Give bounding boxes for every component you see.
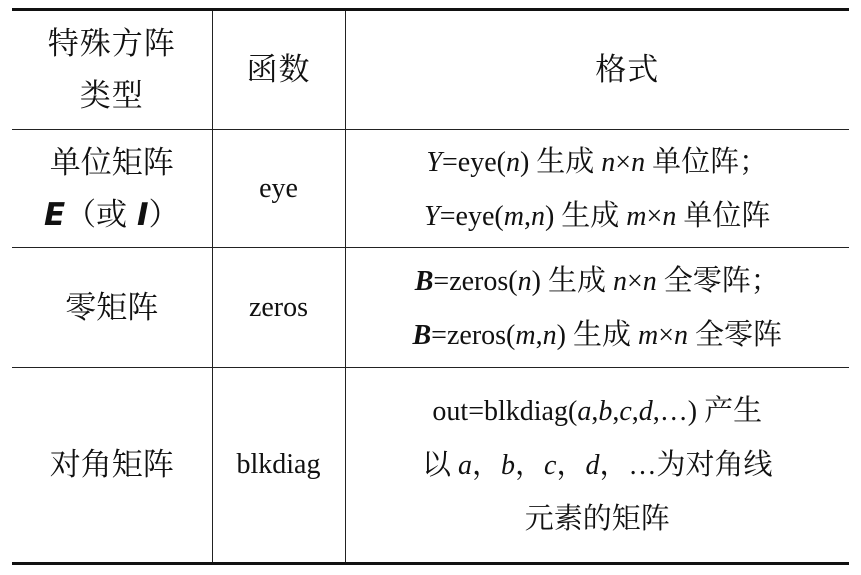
function-cell: zeros	[212, 248, 345, 368]
header-type	[12, 10, 212, 130]
type-cell: 零矩阵	[12, 248, 212, 368]
header-type-line-1: 特殊方阵	[47, 26, 176, 62]
function-cell: blkdiag	[212, 368, 345, 564]
header-function: 函数	[212, 10, 345, 130]
format-cell: out=blkdiag(a,b,c,d,…) 产生 以 a，b，c，d，…为对角线 元素的矩阵	[345, 368, 849, 564]
format-cell: Y=eye(n) 生成 n×n 单位阵； Y=eye(m,n) 生成 m×n 单位阵	[345, 130, 849, 248]
special-matrix-table	[12, 8, 849, 565]
table-header-row	[12, 10, 849, 130]
header-type-line-2: 类型	[79, 78, 144, 114]
table-row	[12, 130, 849, 248]
type-cell: 单位矩阵 E（或 I）	[12, 130, 212, 248]
table-row	[12, 368, 849, 564]
header-format: 格式	[345, 10, 849, 130]
type-cell: 对角矩阵	[12, 368, 212, 564]
function-cell: eye	[212, 130, 345, 248]
format-cell: B=zeros(n) 生成 n×n 全零阵； B=zeros(m,n) 生成 m×n 全零阵	[345, 248, 849, 368]
type-cell-symbol: E（或 I）	[43, 196, 180, 233]
table-row	[12, 248, 849, 368]
